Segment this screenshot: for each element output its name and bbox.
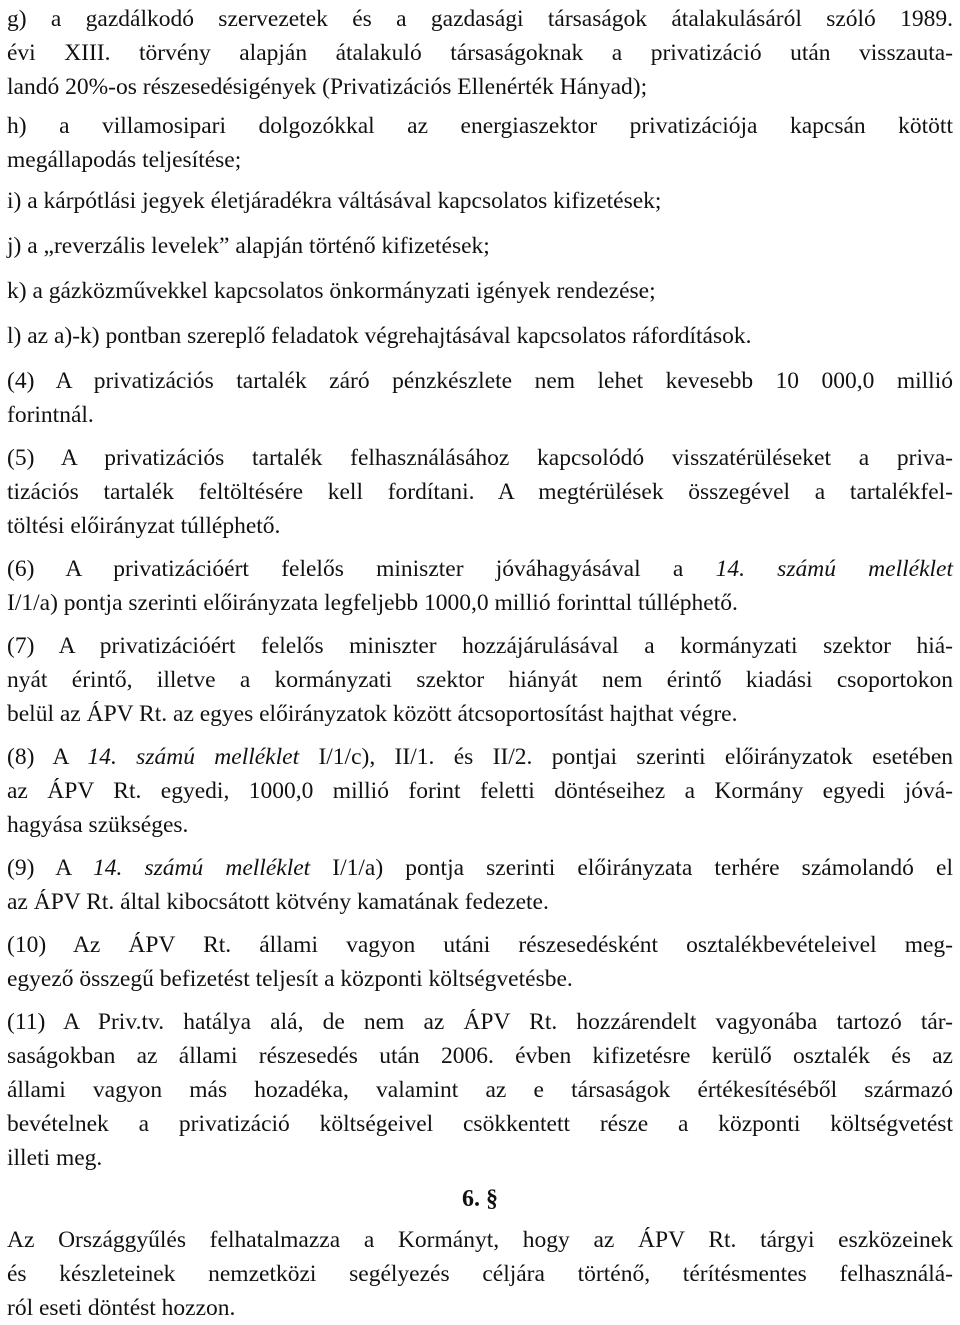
text-line: j) a „reverzális levelek” alapján történő kifizetések;	[7, 233, 490, 259]
text-line: forintnál.	[7, 402, 94, 428]
text-line: illeti meg.	[7, 1145, 103, 1171]
text-line: k) a gázközművekkel kapcsolatos önkormányzati igények rendezése;	[7, 278, 656, 304]
text-line: és készleteinek nemzetközi segélyezés céljára történő, térítésmentes felhasználá-	[7, 1261, 953, 1287]
text-line: (4) A privatizációs tartalék záró pénzkészlete nem lehet kevesebb 10 000,0 millió	[7, 368, 953, 394]
text-span: (6) A privatizációért felelős miniszter jóváhagyásával a	[7, 556, 716, 582]
text-line: tizációs tartalék feltöltésére kell fordítani. A megtérülések összegével a tartalékfel-	[7, 479, 953, 505]
text-line: (5) A privatizációs tartalék felhasználásához kapcsolódó visszatérüléseket a priva-	[7, 445, 953, 471]
text-line: saságokban az állami részesedés után 2006. évben kifizetésre kerülő osztalék és az	[7, 1043, 953, 1069]
text-line: nyát érintő, illetve a kormányzati szektor hiányát nem érintő kiadási csoportokon	[7, 667, 953, 693]
text-span: I/1/a) pontja szerinti előirányzata terhére számolandó el	[310, 855, 954, 881]
text-line: (10) Az ÁPV Rt. állami vagyon utáni részesedésként osztalékbevételeivel meg-	[7, 932, 953, 958]
text-span: I/1/c), II/1. és II/2. pontjai szerinti előirányzatok esetében	[299, 744, 954, 770]
text-line: bevételnek a privatizáció költségeivel csökkentett része a központi költségvetést	[7, 1111, 953, 1137]
text-line: i) a kárpótlási jegyek életjáradékra váltásával kapcsolatos kifizetések;	[7, 188, 662, 214]
text-line: l) az a)-k) pontban szereplő feladatok végrehajtásával kapcsolatos ráfordítások.	[7, 323, 752, 349]
text-span: (9) A	[7, 855, 94, 881]
text-line: belül az ÁPV Rt. az egyes előirányzatok között átcsoportosítást hajthat végre.	[7, 701, 738, 727]
text-line: I/1/a) pontja szerinti előirányzata legfeljebb 1000,0 millió forinttal túlléphető.	[7, 590, 738, 616]
text-line: az ÁPV Rt. által kibocsátott kötvény kamatának fedezete.	[7, 889, 549, 915]
text-line: h) a villamosipari dolgozókkal az energiaszektor privatizációja kapcsán kötött	[7, 113, 953, 139]
text-line: hagyása szükséges.	[7, 812, 189, 838]
text-line: egyező összegű befizetést teljesít a központi költségvetésbe.	[7, 966, 573, 992]
text-line: landó 20%-os részesedésigények (Privatizációs Ellenérték Hányad);	[7, 74, 648, 100]
annex-reference: 14. számú melléklet	[715, 556, 953, 582]
text-line: (11) A Priv.tv. hatálya alá, de nem az ÁPV Rt. hozzárendelt vagyonába tartozó tár-	[7, 1009, 953, 1035]
text-line: ról eseti döntést hozzon.	[7, 1295, 236, 1321]
text-line: az ÁPV Rt. egyedi, 1000,0 millió forint feletti döntéseihez a Kormány egyedi jóvá-	[7, 778, 953, 804]
text-line: Az Országgyűlés felhatalmazza a Kormányt, hogy az ÁPV Rt. tárgyi eszközeinek	[7, 1227, 953, 1253]
text-line: g) a gazdálkodó szervezetek és a gazdasági társaságok átalakulásáról szóló 1989.	[7, 6, 953, 32]
text-line	[7, 552, 953, 586]
text-line: évi XIII. törvény alapján átalakuló társaságoknak a privatizáció után visszauta-	[7, 40, 953, 66]
text-span: (8) A	[7, 744, 88, 770]
section-heading: 6. §	[462, 1186, 498, 1212]
text-line: (7) A privatizációért felelős miniszter hozzájárulásával a kormányzati szektor hiá-	[7, 633, 953, 659]
text-line: állami vagyon más hozadéka, valamint az e társaságok értékesítéséből származó	[7, 1077, 953, 1103]
text-line: töltési előirányzat túlléphető.	[7, 513, 281, 539]
annex-reference: 14. számú melléklet	[93, 855, 311, 881]
annex-reference: 14. számú melléklet	[87, 744, 300, 770]
text-line: megállapodás teljesítése;	[7, 147, 242, 173]
text-line	[7, 740, 953, 774]
text-line	[7, 851, 953, 885]
